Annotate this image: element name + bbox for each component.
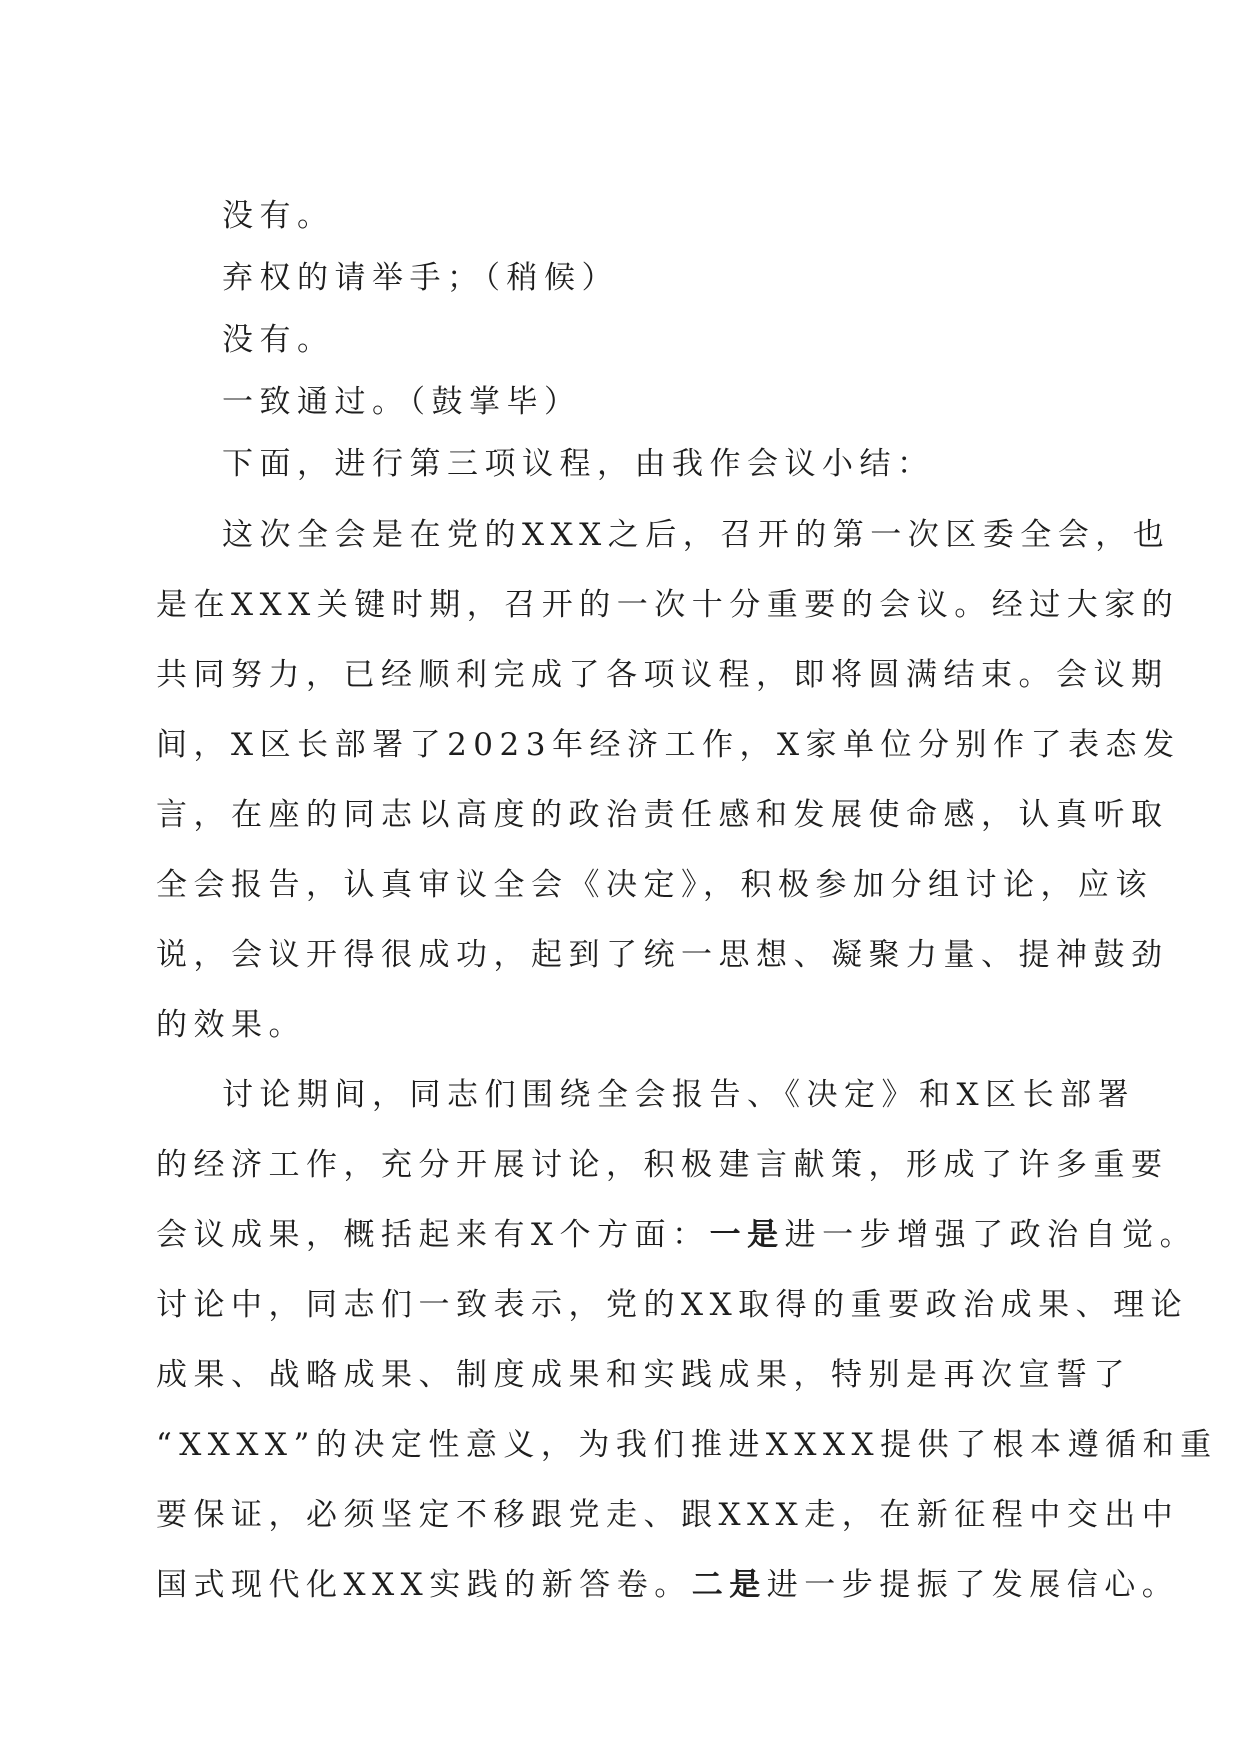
text-line: 没有。 (222, 322, 335, 358)
text-line: 间，X区长部署了2023年经济工作，X家单位分别作了表态发 (156, 727, 1181, 763)
point-marker-one: 一是 (709, 1217, 785, 1253)
text-line: 成果、战略成果、制度成果和实践成果，特别是再次宣誓了 (156, 1357, 1131, 1393)
text-line: 的经济工作，充分开展讨论，积极建言献策，形成了许多重要 (156, 1147, 1169, 1183)
text-line (156, 1565, 1179, 1605)
text-line: 的效果。 (156, 1007, 306, 1043)
text-line: 要保证，必须坚定不移跟党走、跟XXX走，在新征程中交出中 (156, 1497, 1180, 1533)
text-line-end: 进一步提振了发展信心。 (766, 1567, 1180, 1603)
text-line-start: 国式现代化XXX实践的新答卷。 (156, 1567, 692, 1603)
text-line: “XXXX”的决定性意义，为我们推进XXXX提供了根本遵循和重 (156, 1427, 1218, 1463)
text-line (156, 1215, 1197, 1255)
text-line-end: 进一步增强了政治自觉。 (784, 1217, 1198, 1253)
text-line: 说，会议开得很成功，起到了统一思想、凝聚力量、提神鼓劲 (156, 937, 1169, 973)
text-line: 下面，进行第三项议程，由我作会议小结： (222, 446, 935, 482)
text-line: 共同努力，已经顺利完成了各项议程，即将圆满结束。会议期 (156, 657, 1169, 693)
text-line: 一致通过。（鼓掌毕） (222, 384, 582, 420)
point-marker-two: 二是 (691, 1567, 767, 1603)
text-line-start: 会议成果，概括起来有X个方面： (156, 1217, 710, 1253)
text-line: 这次全会是在党的XXX之后，召开的第一次区委全会，也 (222, 517, 1171, 553)
text-line: 讨论期间，同志们围绕全会报告、《决定》和X区长部署 (222, 1077, 1136, 1113)
text-line: 言，在座的同志以高度的政治责任感和发展使命感，认真听取 (156, 797, 1169, 833)
text-line: 全会报告，认真审议全会《决定》，积极参加分组讨论，应该 (156, 867, 1153, 903)
text-line: 是在XXX关键时期，召开的一次十分重要的会议。经过大家的 (156, 587, 1180, 623)
text-line: 没有。 (222, 198, 335, 234)
text-line: 讨论中，同志们一致表示，党的XX取得的重要政治成果、理论 (156, 1287, 1189, 1323)
text-line: 弃权的请举手；（稍候） (222, 260, 619, 296)
